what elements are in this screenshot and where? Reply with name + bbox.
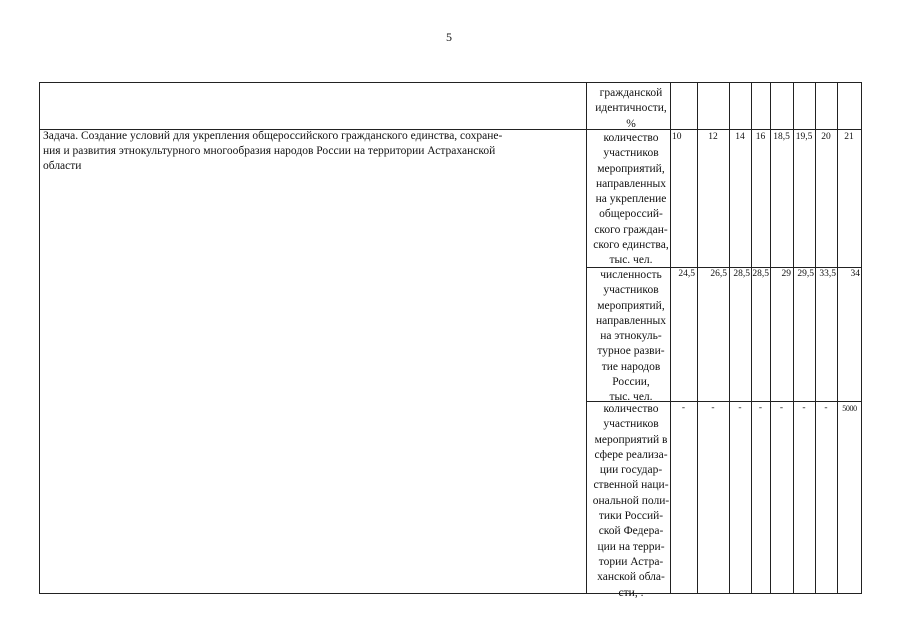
text-line: мероприятий, bbox=[597, 162, 665, 175]
text-line: сти, . bbox=[618, 586, 644, 599]
row-2-value: 34 bbox=[850, 269, 860, 279]
column-divider bbox=[770, 83, 771, 593]
text-line: количество bbox=[603, 132, 659, 144]
text-line: ского единства, bbox=[593, 239, 669, 252]
text-line: России, bbox=[612, 376, 650, 389]
column-divider bbox=[793, 83, 794, 593]
text-line: участников bbox=[603, 147, 659, 160]
text-line: тыс. чел. bbox=[609, 254, 653, 267]
row-3-value: - bbox=[758, 403, 763, 413]
text-line: ональной поли- bbox=[592, 494, 670, 507]
column-divider bbox=[586, 83, 587, 593]
row-1-indicator bbox=[588, 131, 674, 269]
text-line: тории Астра- bbox=[598, 555, 664, 568]
row-3-indicator bbox=[588, 402, 674, 601]
header-indicator-text bbox=[588, 86, 674, 132]
text-line: участников bbox=[603, 284, 659, 297]
row-1-value: 21 bbox=[844, 132, 854, 142]
row-3-value: 5000 bbox=[842, 404, 857, 413]
row-1-value: 12 bbox=[708, 132, 718, 142]
row-1-value: 10 bbox=[672, 132, 682, 142]
text-line: турное разви- bbox=[597, 345, 665, 358]
row-1-value: 16 bbox=[755, 132, 766, 142]
text-line: численность bbox=[600, 269, 662, 281]
text-line: на укрепление bbox=[595, 193, 667, 206]
text-line: общероссий- bbox=[599, 208, 663, 221]
row-3-value: - bbox=[824, 403, 828, 413]
task-text bbox=[43, 129, 563, 174]
row-2-value: 28,5 bbox=[752, 269, 769, 279]
text-line: количество bbox=[603, 403, 659, 415]
text-line: Задача. Создание условий для укрепления общероссийского гражданского единства, сохране- bbox=[43, 130, 503, 142]
column-divider bbox=[697, 83, 698, 593]
text-line: ственной наци- bbox=[593, 479, 669, 492]
text-line: направленных bbox=[595, 314, 667, 327]
text-line: направленных bbox=[595, 177, 667, 190]
text-line: тие народов bbox=[601, 360, 661, 373]
text-line: гражданской bbox=[599, 87, 663, 99]
page-number: 5 bbox=[446, 30, 452, 44]
text-line: на этнокуль- bbox=[600, 330, 662, 343]
row-2-value: 24,5 bbox=[678, 269, 695, 279]
text-line: ции государ- bbox=[599, 464, 663, 477]
row-2-value: 33,5 bbox=[819, 269, 836, 279]
column-divider bbox=[837, 83, 838, 593]
text-line: мероприятий, bbox=[597, 299, 665, 312]
text-line: мероприятий в bbox=[594, 433, 668, 446]
row-1-value: 20 bbox=[821, 132, 831, 142]
column-divider bbox=[815, 83, 816, 593]
column-divider bbox=[751, 83, 752, 593]
text-line: области bbox=[43, 160, 82, 172]
text-line: тики Россий- bbox=[598, 510, 664, 523]
text-line: ской Федера- bbox=[598, 525, 664, 538]
text-line: тыс. чел. bbox=[609, 391, 653, 404]
text-line: участников bbox=[603, 418, 659, 431]
row-2-value: 28,5 bbox=[733, 269, 750, 279]
text-line: идентичности, bbox=[595, 102, 667, 115]
row-3-value: - bbox=[802, 403, 806, 413]
row-1-value: 18,5 bbox=[773, 132, 790, 142]
row-2-value: 29,5 bbox=[797, 269, 814, 279]
column-divider bbox=[729, 83, 730, 593]
text-line: ского граждан- bbox=[594, 223, 668, 236]
text-line: % bbox=[626, 117, 636, 130]
text-line: сфере реализа- bbox=[594, 448, 668, 461]
text-line: ции на терри- bbox=[597, 540, 665, 553]
text-line: ния и развития этнокультурного многообразия народов России на территории Астраханской bbox=[43, 145, 496, 157]
row-3-value: - bbox=[738, 403, 742, 413]
row-1-value: 14 bbox=[735, 132, 745, 142]
row-2-value: 29 bbox=[781, 269, 791, 279]
row-2-indicator bbox=[588, 268, 674, 406]
indicator-table bbox=[39, 82, 862, 599]
row-2-value: 26,5 bbox=[710, 269, 727, 279]
row-3-value: - bbox=[681, 403, 686, 413]
text-line: ханской обла- bbox=[597, 571, 665, 584]
row-3-value: - bbox=[711, 403, 715, 413]
row-3-value: - bbox=[779, 403, 784, 413]
row-1-value: 19,5 bbox=[795, 132, 813, 142]
